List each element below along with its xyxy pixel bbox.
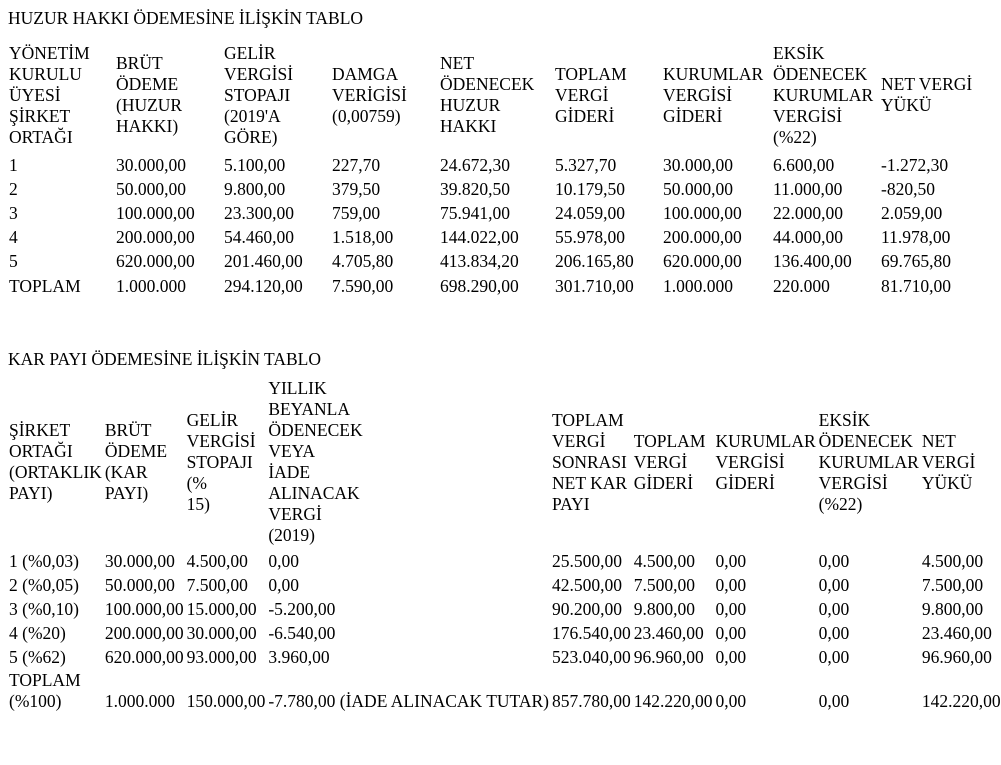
table-cell: 301.710,00 — [555, 275, 634, 296]
total-row — [6, 274, 988, 298]
table-cell: 0,00 — [818, 647, 850, 668]
table-cell: 7.500,00 — [921, 574, 984, 595]
table-row — [6, 201, 988, 225]
table-cell: 93.000,00 — [186, 647, 257, 668]
table-cell: 0,00 — [715, 647, 747, 668]
table-cell: 100.000,00 — [116, 202, 195, 223]
table-cell: 227,70 — [332, 154, 381, 175]
table-cell: 30.000,00 — [104, 550, 175, 571]
column-header: YILLIK BEYANLA ÖDENECEK VEYA İADE ALINACAK VERGİ (2019) — [268, 378, 363, 545]
huzur-hakki-table — [6, 37, 988, 298]
table-cell: 0,00 — [818, 550, 850, 571]
table-cell: 23.460,00 — [633, 623, 704, 644]
table-cell: 69.765,80 — [881, 251, 951, 272]
column-header: TOPLAM VERGİ GİDERİ — [555, 63, 627, 126]
table-cell: 90.200,00 — [552, 598, 622, 619]
table-cell: 50.000,00 — [116, 178, 186, 199]
total-row — [6, 670, 1001, 712]
table-cell: 30.000,00 — [186, 623, 257, 644]
table-cell: 50.000,00 — [104, 574, 175, 595]
table-cell: 23.460,00 — [921, 623, 992, 644]
table-cell: 0,00 — [715, 690, 747, 711]
table-cell: 55.978,00 — [555, 227, 625, 248]
column-header: NET VERGİ YÜKÜ — [921, 430, 976, 493]
table-cell: 1.000.000 — [104, 690, 175, 711]
column-header: ŞİRKET ORTAĞI (ORTAKLIK PAYI) — [9, 420, 102, 503]
table-cell: -7.780,00 (İADE ALINACAK TUTAR) — [268, 690, 549, 711]
table-cell: 96.960,00 — [633, 647, 704, 668]
table-cell: 23.300,00 — [224, 202, 294, 223]
table-cell: 220.000 — [773, 275, 830, 296]
table-cell: 4.705,80 — [332, 251, 394, 272]
table-cell: 4.500,00 — [633, 550, 695, 571]
table-cell: 7.500,00 — [186, 574, 248, 595]
table-row — [6, 153, 988, 177]
table-header-row — [6, 37, 988, 153]
column-header: GELİR VERGİSİ STOPAJI (% 15) — [186, 409, 256, 514]
table-cell: 142.220,00 — [921, 690, 1001, 711]
table-cell: 3 — [9, 202, 18, 223]
table-row — [6, 226, 988, 250]
table-cell: 7.500,00 — [633, 574, 695, 595]
table-cell: 10.179,50 — [555, 178, 625, 199]
table-cell: 620.000,00 — [663, 251, 742, 272]
table-row — [6, 622, 1001, 646]
table-cell: 2.059,00 — [881, 202, 943, 223]
table-cell: 200.000,00 — [104, 623, 184, 644]
table-cell: 24.059,00 — [555, 202, 625, 223]
table-cell: 5.327,70 — [555, 154, 617, 175]
huzur-hakki-table-title: HUZUR HAKKI ÖDEMESİNE İLİŞKİN TABLO — [8, 8, 364, 28]
table-cell: 81.710,00 — [881, 275, 951, 296]
table-cell: 200.000,00 — [116, 227, 195, 248]
table-cell: 0,00 — [715, 598, 747, 619]
table-cell: 9.800,00 — [224, 178, 286, 199]
table-cell: 0,00 — [715, 550, 747, 571]
table-row — [6, 573, 1001, 597]
table-cell: 50.000,00 — [663, 178, 733, 199]
table-cell: 9.800,00 — [921, 598, 984, 619]
table-row — [6, 597, 1001, 621]
table-cell: 5 (%62) — [9, 647, 66, 668]
table-cell: 620.000,00 — [116, 251, 195, 272]
table-cell: 7.590,00 — [332, 275, 394, 296]
table-row — [6, 549, 1001, 573]
table-cell: 379,50 — [332, 178, 381, 199]
table-cell: 0,00 — [818, 623, 850, 644]
column-header: YÖNETİM KURULU ÜYESİ ŞİRKET ORTAĞI — [9, 42, 90, 147]
table-cell: 24.672,30 — [440, 154, 510, 175]
table-cell: 0,00 — [268, 574, 299, 595]
table-cell: 2 — [9, 178, 18, 199]
table-cell: 201.460,00 — [224, 251, 303, 272]
table-cell: 136.400,00 — [773, 251, 852, 272]
table-cell: 150.000,00 — [186, 690, 266, 711]
table-cell: 100.000,00 — [663, 202, 742, 223]
table-cell: 620.000,00 — [104, 647, 184, 668]
table-cell: 413.834,20 — [440, 251, 519, 272]
table-cell: 698.290,00 — [440, 275, 519, 296]
table-cell: 142.220,00 — [633, 690, 713, 711]
table-cell: 759,00 — [332, 202, 381, 223]
table-cell: TOPLAM — [9, 275, 81, 296]
table-cell: 100.000,00 — [104, 598, 184, 619]
table-cell: 42.500,00 — [552, 574, 622, 595]
column-header: KURUMLAR VERGİSİ GİDERİ — [663, 63, 764, 126]
kar-payi-table-title: KAR PAYI ÖDEMESİNE İLİŞKİN TABLO — [8, 349, 321, 369]
table-cell: 0,00 — [268, 550, 299, 571]
table-cell: 44.000,00 — [773, 227, 843, 248]
table-cell: 206.165,80 — [555, 251, 634, 272]
column-header: NET ÖDENECEK HUZUR HAKKI — [440, 53, 535, 136]
table-cell: 54.460,00 — [224, 227, 294, 248]
table-cell: 1.518,00 — [332, 227, 394, 248]
table-cell: 0,00 — [818, 598, 850, 619]
table-cell: 0,00 — [818, 574, 850, 595]
table-cell: TOPLAM (%100) — [9, 669, 81, 711]
table-header-row — [6, 375, 1001, 549]
table-cell: 4 (%20) — [9, 623, 66, 644]
column-header: TOPLAM VERGİ SONRASI NET KAR PAYI — [552, 409, 628, 514]
table-cell: 11.000,00 — [773, 178, 843, 199]
table-cell: -6.540,00 — [268, 623, 336, 644]
column-header: TOPLAM VERGİ GİDERİ — [633, 430, 706, 493]
table-cell: 96.960,00 — [921, 647, 992, 668]
table-cell: 4.500,00 — [921, 550, 984, 571]
table-cell: 9.800,00 — [633, 598, 695, 619]
table-cell: 1.000.000 — [116, 275, 186, 296]
table-cell: 75.941,00 — [440, 202, 510, 223]
table-cell: 1 (%0,03) — [9, 550, 79, 571]
table-cell: 2 (%0,05) — [9, 574, 79, 595]
table-cell: 39.820,50 — [440, 178, 510, 199]
table-cell: 857.780,00 — [552, 690, 631, 711]
table-cell: 30.000,00 — [663, 154, 733, 175]
table-cell: 0,00 — [715, 574, 747, 595]
column-header: BRÜT ÖDEME (HUZUR HAKKI) — [116, 53, 183, 136]
table-cell: 0,00 — [715, 623, 747, 644]
table-cell: 25.500,00 — [552, 550, 622, 571]
table-cell: 6.600,00 — [773, 154, 835, 175]
column-header: DAMGA VERİGİSİ (0,00759) — [332, 63, 407, 126]
table-cell: 3 (%0,10) — [9, 598, 79, 619]
column-header: EKSİK ÖDENECEK KURUMLAR VERGİSİ (%22) — [818, 409, 919, 514]
table-cell: 294.120,00 — [224, 275, 303, 296]
table-row — [6, 250, 988, 274]
table-row — [6, 177, 988, 201]
table-cell: -1.272,30 — [881, 154, 949, 175]
table-cell: 4.500,00 — [186, 550, 248, 571]
column-header: KURUMLAR VERGİSİ GİDERİ — [715, 430, 816, 493]
table-cell: 176.540,00 — [552, 623, 631, 644]
table-cell: 144.022,00 — [440, 227, 519, 248]
table-cell: -5.200,00 — [268, 598, 336, 619]
column-header: BRÜT ÖDEME (KAR PAYI) — [104, 420, 168, 503]
table-cell: 523.040,00 — [552, 647, 631, 668]
column-header: GELİR VERGİSİ STOPAJI (2019'A GÖRE) — [224, 42, 294, 147]
table-cell: 200.000,00 — [663, 227, 742, 248]
table-cell: 0,00 — [818, 690, 850, 711]
table-cell: 5 — [9, 251, 18, 272]
table-cell: 4 — [9, 227, 18, 248]
column-header: EKSİK ÖDENECEK KURUMLAR VERGİSİ (%22) — [773, 42, 874, 147]
table-cell: 1 — [9, 154, 18, 175]
table-row — [6, 646, 1001, 670]
table-cell: 3.960,00 — [268, 647, 330, 668]
table-cell: 11.978,00 — [881, 227, 951, 248]
table-cell: 1.000.000 — [663, 275, 733, 296]
table-cell: 22.000,00 — [773, 202, 843, 223]
table-cell: 5.100,00 — [224, 154, 286, 175]
kar-payi-table — [6, 375, 1001, 712]
table-cell: 15.000,00 — [186, 598, 257, 619]
table-cell: -820,50 — [881, 178, 935, 199]
column-header: NET VERGİ YÜKÜ — [881, 74, 973, 115]
table-cell: 30.000,00 — [116, 154, 186, 175]
